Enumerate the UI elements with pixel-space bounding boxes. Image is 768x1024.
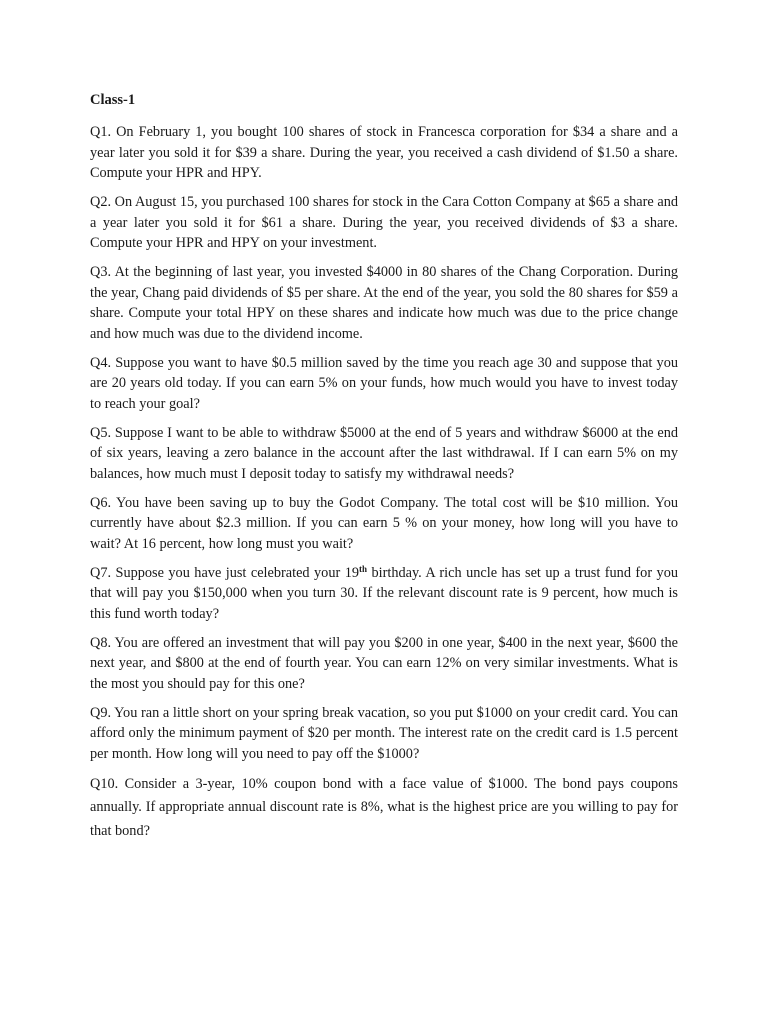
question-q10: Q10. Consider a 3-year, 10% coupon bond with a face value of $1000. The bond pays coupons annually. If appropriate annual discount rate is 8%, what is the highest price are you willing to pay for that bond? [90, 775, 678, 839]
question-text-end: birthday. A rich uncle has set up a trust fund for you that will pay you $150,000 when you turn 30. If the relevant discount rate is 9 percent, how much is this fund worth today? [90, 564, 678, 622]
question-q6: Q6. You have been saving up to buy the Godot Company. The total cost will be $10 million. You currently have about $2.3 million. If you can earn 5 % on your money, how long will you have to wait? At 16 percent, how long must you wait? [90, 494, 678, 552]
question-q2: Q2. On August 15, you purchased 100 shares for stock in the Cara Cotton Company at $65 a share and a year later you sold it for $61 a share. During the year, you received dividends of $3 a share. Compute your HPR and HPY on your investment. [90, 194, 678, 251]
question-q1: Q1. On February 1, you bought 100 shares of stock in Francesca corporation for $34 a share and a year later you sold it for $39 a share. During the year, you received a cash dividend of $1.50 a share. Compute your HPR and HPY. [90, 124, 678, 181]
ordinal-superscript: th [359, 563, 368, 574]
question-q9: Q9. You ran a little short on your spring break vacation, so you put $1000 on your credit card. You can afford only the minimum payment of $20 per month. The interest rate on the credit card is 1.5 percent per month. How long will you need to pay off the $1000? [90, 704, 678, 762]
question-q4: Q4. Suppose you want to have $0.5 million saved by the time you reach age 30 and suppose that you are 20 years old today. If you can earn 5% on your funds, how much would you have to invest today to reach your goal? [90, 354, 678, 412]
question-text-start: Q7. Suppose you have just celebrated your 19 [90, 564, 359, 581]
question-q3: Q3. At the beginning of last year, you invested $4000 in 80 shares of the Chang Corporation. During the year, Chang paid dividends of $5 per share. At the end of the year, you sold the 80 shares for $59 a share. Compute your total HPY on these shares and indicate how much was due to the price change and how much was due to the dividend income. [90, 264, 678, 342]
question-list [90, 122, 678, 852]
question-q5: Q5. Suppose I want to be able to withdraw $5000 at the end of 5 years and withdraw $6000 at the end of six years, leaving a zero balance in the account after the last withdrawal. If I can earn 5% on my balances, how much must I deposit today to satisfy my withdrawal needs? [90, 424, 678, 482]
document-title: Class-1 [90, 92, 136, 108]
question-q7 [90, 563, 678, 625]
question-q8: Q8. You are offered an investment that will pay you $200 in one year, $400 in the next year, $600 the next year, and $800 at the end of fourth year. You can earn 12% on very similar investments. What is the most you should pay for this one? [90, 634, 678, 692]
